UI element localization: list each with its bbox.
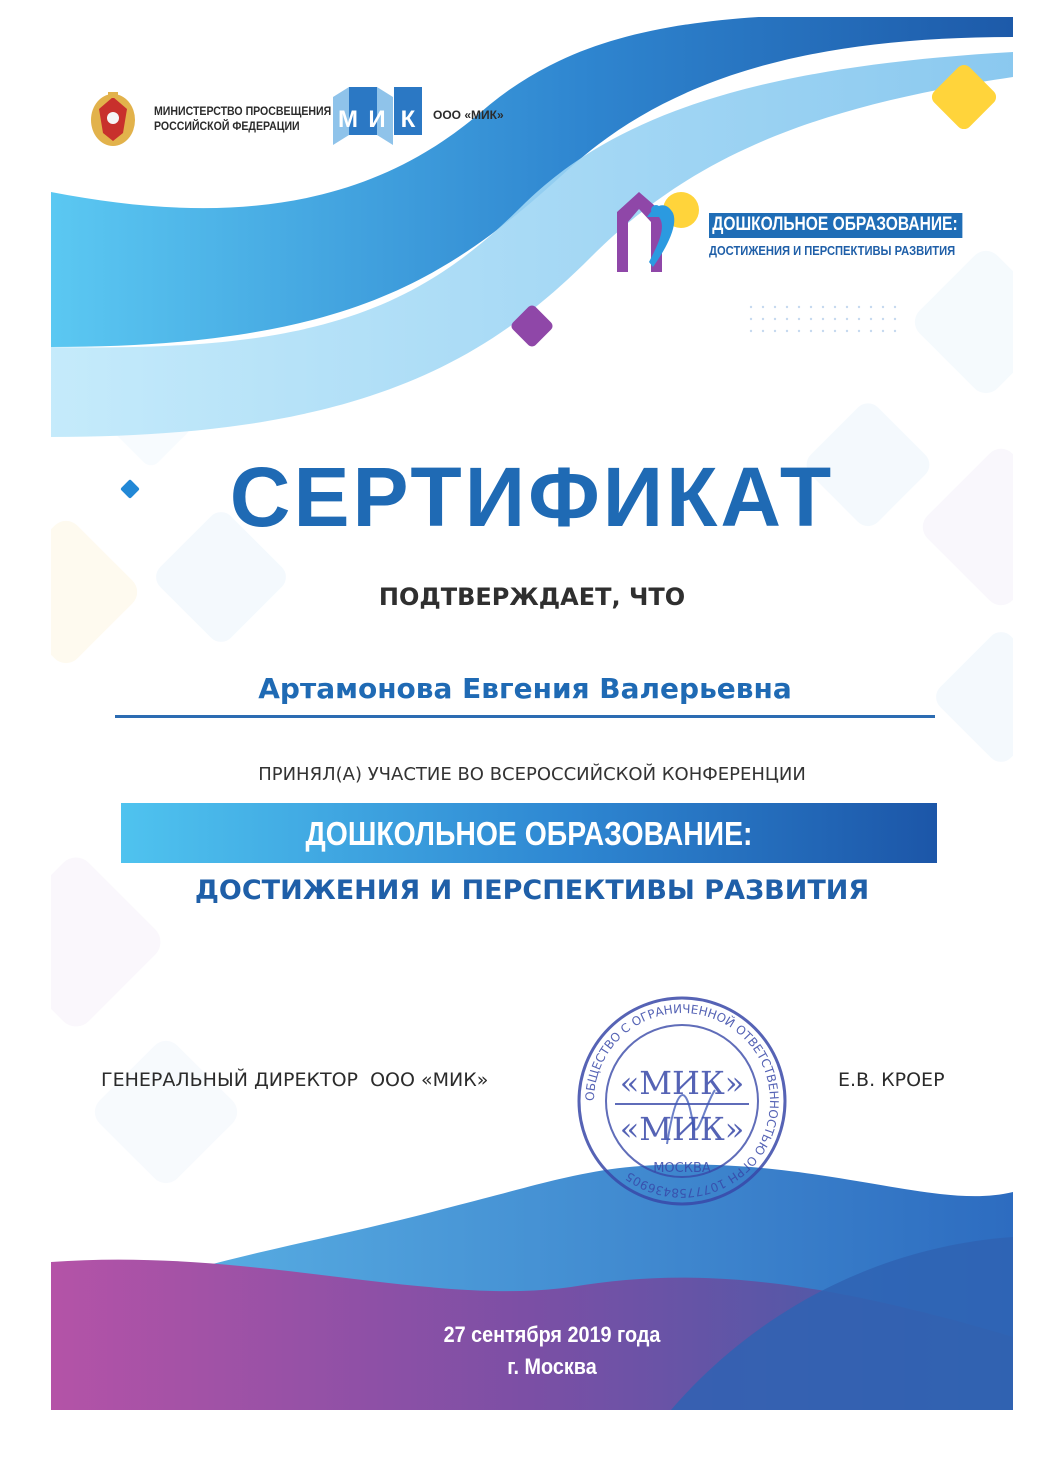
ministry-line-2: РОССИЙСКОЙ ФЕДЕРАЦИИ bbox=[154, 119, 300, 133]
ministry-line-1: МИНИСТЕРСТВО ПРОСВЕЩЕНИЯ bbox=[154, 104, 332, 118]
ministry-emblem-icon bbox=[91, 92, 135, 146]
ministry-name bbox=[154, 104, 331, 134]
participation-text: ПРИНЯЛ(А) УЧАСТИЕ ВО ВСЕРОССИЙСКОЙ КОНФЕРЕНЦИИ bbox=[258, 764, 806, 785]
dot-pattern bbox=[750, 306, 896, 332]
certificate-title: СЕРТИФИКАТ bbox=[229, 450, 835, 544]
recipient-name: Артамонова Евгения Валерьевна bbox=[258, 672, 792, 705]
company-stamp bbox=[575, 994, 789, 1208]
mik-letter-k: К bbox=[400, 106, 416, 133]
conference-title: ДОШКОЛЬНОЕ ОБРАЗОВАНИЕ: bbox=[305, 815, 753, 852]
certificate-city: г. Москва bbox=[507, 1354, 597, 1379]
confirms-text: ПОДТВЕРЖДАЕТ, ЧТО bbox=[378, 583, 686, 611]
stamp-ring-text: ОБЩЕСТВО С ОГРАНИЧЕННОЙ ОТВЕТСТВЕННОСТЬЮ ОГРН 1077758436905 bbox=[582, 1001, 782, 1201]
mik-letter-m: М bbox=[338, 106, 358, 133]
recipient-underline bbox=[115, 715, 935, 718]
certificate-date: 27 сентября 2019 года bbox=[443, 1322, 661, 1347]
director-name: Е.В. КРОЕР bbox=[838, 1069, 945, 1091]
conference-logo-title: ДОШКОЛЬНОЕ ОБРАЗОВАНИЕ: bbox=[709, 213, 963, 238]
stamp-city: МОСКВА bbox=[653, 1161, 711, 1176]
certificate-page bbox=[51, 17, 1013, 1410]
stamp-center-text-1: «МИК» bbox=[619, 1064, 745, 1102]
mik-letter-i: И bbox=[368, 106, 386, 133]
company-name: ООО «МИК» bbox=[433, 108, 504, 122]
stamp-center-text-2: «МИК» bbox=[619, 1110, 745, 1148]
mik-logo-letters bbox=[331, 83, 426, 147]
director-position: ГЕНЕРАЛЬНЫЙ ДИРЕКТОР ООО «МИК» bbox=[101, 1069, 489, 1091]
conference-logo-subtitle: ДОСТИЖЕНИЯ И ПЕРСПЕКТИВЫ РАЗВИТИЯ bbox=[709, 243, 956, 258]
conference-house-icon bbox=[617, 192, 699, 272]
conference-subtitle: ДОСТИЖЕНИЯ И ПЕРСПЕКТИВЫ РАЗВИТИЯ bbox=[194, 875, 870, 906]
